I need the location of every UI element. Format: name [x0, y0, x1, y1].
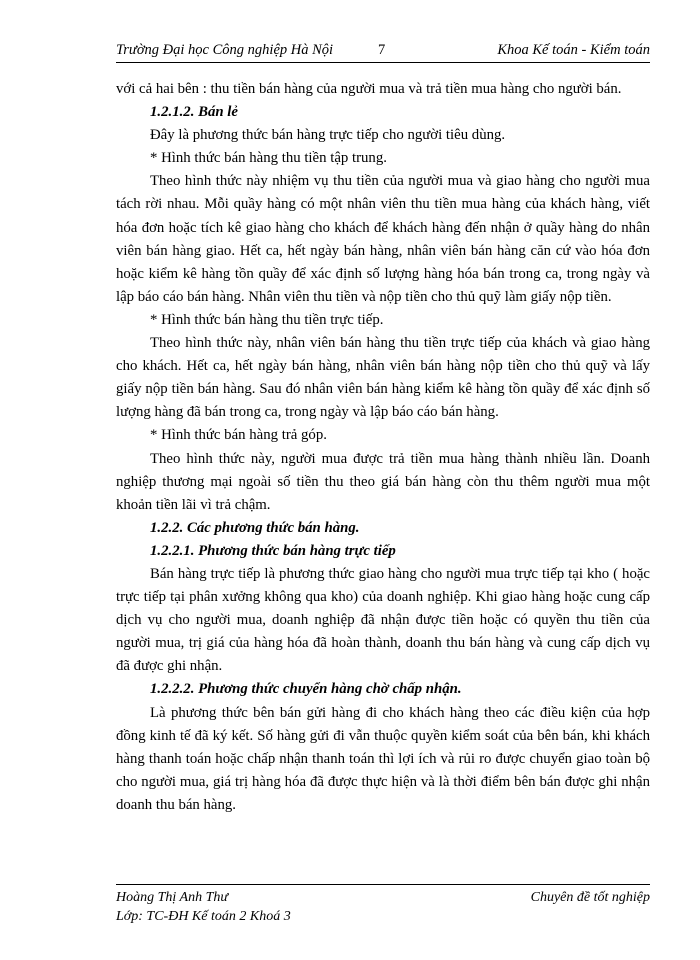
section-heading: 1.2.1.2. Bán lẻ [150, 104, 238, 121]
paragraph: * Hình thức bán hàng thu tiền tập trung. [150, 150, 387, 167]
paragraph: Theo hình thức này, người mua được trả tiền mua hàng thành nhiều lần. Doanh nghiệp thương mại ngoài số tiền thu theo giá bán hàng còn thu thêm người mua một khoản tiền lãi vì trả chậm. [116, 450, 650, 513]
paragraph: Bán hàng trực tiếp là phương thức giao hàng cho người mua trực tiếp tại kho ( hoặc trực tiếp tại phân xưởng không qua kho) của doanh nghiệp. Khi giao hàng hoặc cung cấp dịch vụ cho người mua, doanh nghiệp đã nhận được tiền hoặc có quyền thu tiền của người mua, trị giá của hàng hóa đã hoàn thành, doanh thu bán hàng và cung cấp dịch vụ đã được ghi nhận. [116, 565, 650, 675]
header-school: Trường Đại học Công nghiệp Hà Nội [116, 42, 334, 58]
paragraph: * Hình thức bán hàng thu tiền trực tiếp. [150, 311, 384, 328]
paragraph: * Hình thức bán hàng trả góp. [150, 427, 327, 444]
paragraph: Theo hình thức này nhiệm vụ thu tiền của người mua và giao hàng cho người mua tách rời nhau. Mỗi quầy hàng có một nhân viên thu tiền mua hàng của khách hàng, viết hóa đơn hoặc tích kê giao hàng cho khách để khách hàng đến nhận ở quầy hàng do nhân viên bán hàng giao. Hết ca, hết ngày bán hàng, nhân viên bán hàng căn cứ vào hóa đơn hoặc kiểm kê hàng tồn quầy để xác định số lượng hàng hóa bán trong ca, trong ngày và lập báo cáo bán hàng. Nhân viên thu tiền và nộp tiền cho thủ quỹ làm giấy nộp tiền. [116, 173, 650, 305]
paragraph: Theo hình thức này, nhân viên bán hàng thu tiền trực tiếp của khách và giao hàng cho khách. Hết ca, hết ngày bán hàng, nhân viên bán hàng nộp tiền cho thủ quỹ và lấy giấy nộp tiền bán hàng. Sau đó nhân viên bán hàng kiểm kê hàng tồn quầy để xác định số lượng hàng đã bán trong ca, trong ngày và lập báo cáo bán hàng. [116, 335, 650, 421]
document-body [116, 78, 650, 817]
section-heading: 1.2.2.2. Phương thức chuyển hàng chờ chấp nhận. [150, 681, 462, 698]
header-page-number: 7 [378, 42, 386, 58]
page-header [116, 42, 650, 64]
footer-author: Hoàng Thị Anh Thư [116, 890, 229, 905]
section-heading: 1.2.2. Các phương thức bán hàng. [150, 519, 360, 536]
paragraph: Là phương thức bên bán gửi hàng đi cho khách hàng theo các điều kiện của hợp đồng kinh tế đã ký kết. Số hàng gửi đi vẫn thuộc quyền kiểm soát của bên bán, khi khách hàng thanh toán hoặc chấp nhận thanh toán thì lợi ích và rủi ro được chuyển giao toàn bộ cho người mua, giá trị hàng hóa đã được thực hiện và là thời điểm bên bán được ghi nhận doanh thu bán hàng. [116, 704, 650, 813]
section-heading: 1.2.2.1. Phương thức bán hàng trực tiếp [150, 542, 396, 559]
header-department: Khoa Kế toán - Kiểm toán [497, 42, 650, 58]
footer-divider [116, 884, 650, 885]
footer-doc-type: Chuyên đề tốt nghiệp [530, 890, 650, 905]
paragraph: Đây là phương thức bán hàng trực tiếp cho người tiêu dùng. [150, 127, 506, 144]
paragraph: với cả hai bên : thu tiền bán hàng của người mua và trả tiền mua hàng cho người bán. [116, 81, 622, 97]
footer-class: Lớp: TC-ĐH Kế toán 2 Khoá 3 [116, 909, 291, 924]
header-divider [116, 62, 650, 63]
